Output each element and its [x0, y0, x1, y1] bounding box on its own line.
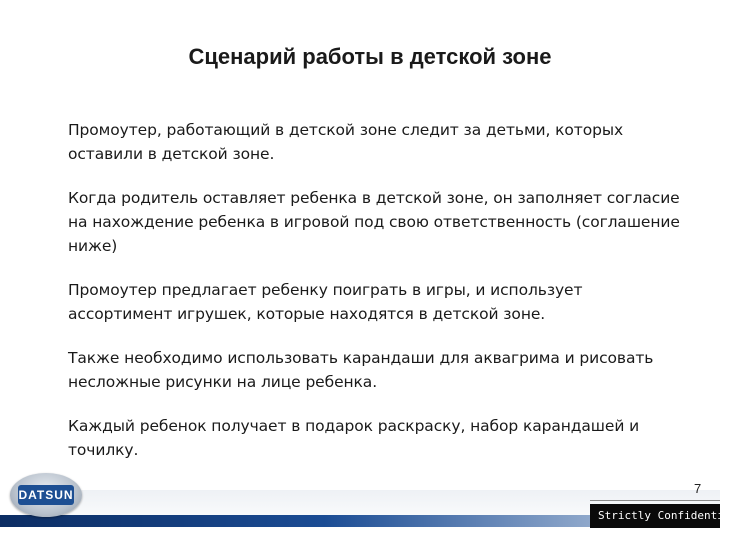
paragraph-3: Промоутер предлагает ребенку поиграть в игры, и использует ассортимент игрушек, которые находятся в детской зоне. — [68, 281, 583, 323]
page-number: 7 — [694, 481, 702, 496]
paragraph-1: Промоутер, работающий в детской зоне следит за детьми, которых оставили в детской зоне. — [68, 121, 624, 163]
logo-wordmark: DATSUN — [18, 485, 74, 505]
page-number-rule — [590, 500, 720, 501]
confidential-label: Strictly Confidential — [590, 504, 720, 528]
datsun-logo — [10, 473, 82, 517]
paragraph-5: Каждый ребенок получает в подарок раскраску, набор карандашей и точилку. — [68, 417, 640, 459]
paragraph-4: Также необходимо использовать карандаши для аквагрима и рисовать несложные рисунки на лице ребенка. — [68, 349, 654, 391]
slide-title: Сценарий работы в детской зоне — [188, 44, 552, 69]
slide-body — [68, 118, 688, 482]
paragraph-2: Когда родитель оставляет ребенка в детской зоне, он заполняет согласие на нахождение ребенка в игровой под свою ответственность (соглашение ниже) — [68, 189, 680, 255]
